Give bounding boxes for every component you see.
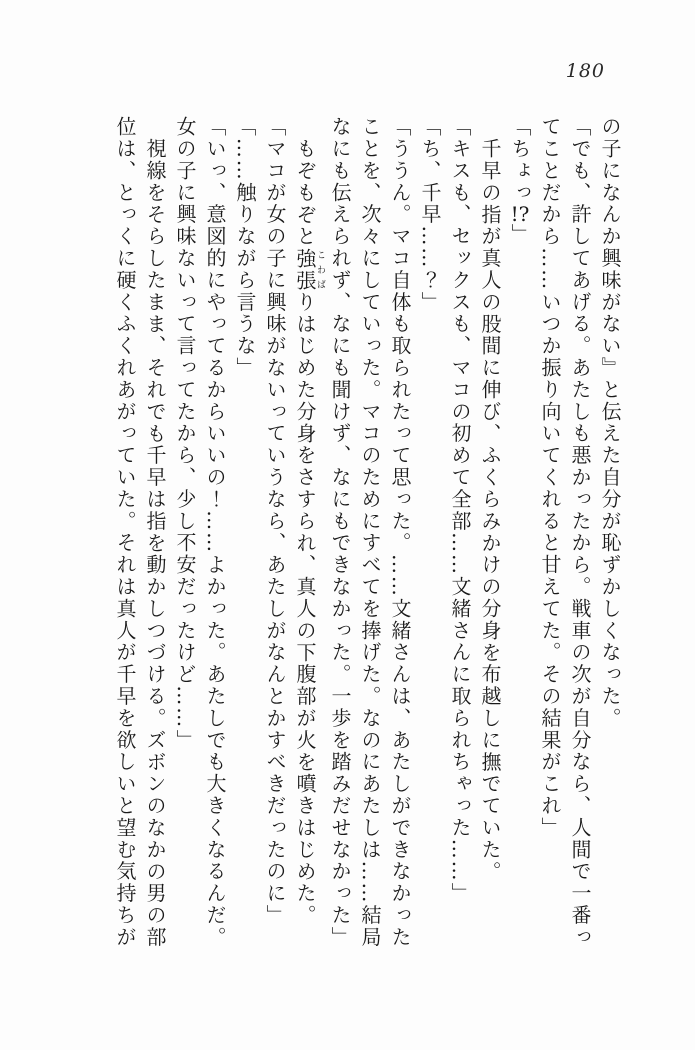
- text-run: の子になんか興味がない』と伝えた自分が恥ずかしくなった。: [598, 116, 622, 730]
- text-run: 「ち、千早……？」: [418, 116, 442, 314]
- ruby-word: 強張こわば: [293, 247, 325, 292]
- paragraph: [230, 116, 260, 950]
- furigana: こわば: [315, 247, 325, 292]
- paragraph: [325, 116, 415, 950]
- paragraph: [535, 116, 595, 950]
- text-run: 視線をそらしたまま、それでも千早は指を動かしつづける。ズボンのなかの男の部位は、とっくに硬くふくれあがっていた。それは真人が千早を欲しいと望む気持ちが: [113, 116, 167, 949]
- text-run: 「ちょっ: [508, 116, 532, 204]
- paragraph: [415, 116, 445, 950]
- text-run: 「キスも、セックスも、マコの初めて全部……文緒さんに取られちゃった……」: [448, 116, 472, 905]
- text-run: 「……触りながら言うな」: [233, 116, 257, 379]
- text-run: 千早の指が真人の股間に伸び、ふくらみかけの分身を布越しに撫でていた。: [478, 138, 502, 883]
- paragraph: [170, 116, 230, 950]
- text-run: 「ううん。マコ自体も取られたって思った。……文緒さんは、あたしができなかったことを、次々にしていった。マコのためにすべてを捧げた。なのにあたしは……結局なにも伝えられず、なにも聞けず、なにもできなかった。一歩を踏みだせなかった」: [328, 116, 412, 949]
- paragraph: [445, 116, 475, 950]
- text-run: 「マコが女の子に興味がないっていうなら、あたしがなんとかすべきだったのに」: [263, 116, 287, 927]
- paragraph: [290, 116, 325, 950]
- paragraph: [260, 116, 290, 950]
- text-run: 「でも、許してあげる。あたしも悪かったから。戦車の次が自分なら、人間で一番ってことだから……いつか振り向いてくれると甘えてた。その結果がこれ」: [538, 116, 592, 949]
- text-run: りはじめた分身をさすられ、真人の下腹部が火を噴きはじめた。: [293, 291, 317, 927]
- paragraph: [595, 116, 625, 950]
- tatechuyoko: !?: [510, 203, 530, 224]
- text-run: 」: [508, 223, 532, 246]
- page-number: 180: [565, 60, 605, 82]
- text-run: 「いっ、意図的にやってるからいいの！……よかった。あたしでも大きくなるんだ。女の子に興味ないって言ってたから、少し不安だったけど……」: [173, 116, 227, 949]
- paragraph: [505, 116, 535, 950]
- text-block: [103, 116, 625, 950]
- paragraph: [475, 116, 505, 950]
- paragraph: [110, 116, 170, 950]
- text-run: もぞもぞと: [293, 138, 317, 248]
